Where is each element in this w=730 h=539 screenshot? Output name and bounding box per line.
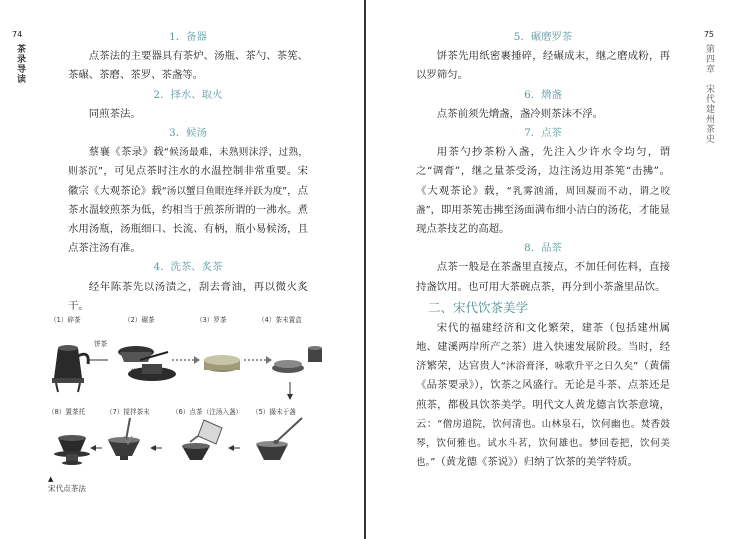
paragraph-6: 点茶前须先熁盏，盏冷则茶沫不浮。 [436,107,604,120]
whisk-bowl-illustration [108,418,140,460]
sieve-illustration [204,355,240,372]
running-head-left: 茶录导读 [15,44,25,84]
paragraph-7-b: ，即用茶筅击拂至汤面满布细小洁白的汤花，才能显现点茶技艺的高超。 [416,203,670,236]
paragraph-aesthetics [416,319,670,473]
section-title-2: 2．择水、取火 [153,88,223,101]
step-label-5: （5）撮末于盏 [252,408,296,416]
paragraph-5: 饼茶先用纸密裹捶碎，经碾成末，继之磨成粉，再以罗筛匀。 [416,50,670,82]
cup-on-stand-illustration [54,435,90,465]
section-title-4: 4．洗茶、炙茶 [153,261,223,274]
right-page [366,0,730,539]
left-body-text [68,28,308,316]
paragraph-aes-a: 宋代的福建经济和文化繁荣，建茶（包括建州属地、建溪两岸所产之茶）进入快速发展阶段。当时，经济繁荣，达官贵人 [416,321,670,373]
paragraph-aes-b: （黄儒《品茶要录》），饮茶之风盛行。无论是斗茶、点茶还是煎茶，都极具饮茶美学。明代文人黄龙德言饮茶意境，云： [416,360,670,430]
figure-caption [48,474,86,494]
step-label-3: （3）罗茶 [196,316,227,324]
step-label-2: （2）碾茶 [124,316,155,324]
step-label-1: （1）碎茶 [50,316,81,324]
quote-pincha-yaolu: “沐浴膏泽，咏歌升平之日久矣” [500,361,639,373]
step-label-8: （8）置茶托 [48,408,86,416]
quote-yaozhan: “乳雾汹涌，周回凝而不动，谓之咬盏” [416,185,670,216]
spoon-bowl-illustration [256,418,302,460]
section-title-5: 5．碾磨罗茶 [513,31,573,43]
section-title-3: 3．候汤 [169,127,207,140]
diancha-process-diagram [44,308,344,508]
diagram-illustrations [44,308,344,478]
tea-box-illustration [272,346,322,373]
paragraph-1: 点茶法的主要器具有茶炉、汤瓶、茶勺、茶筅、茶碾、茶磨、茶罗、茶盏等。 [68,50,308,82]
kettle-illustration [52,345,88,392]
paragraph-3 [68,143,308,258]
paragraph-3-b: ，可见点茶时注水的水温控制非常重要。宋徽宗《大观茶论》载 [68,165,308,197]
quote-cai-xiang: “候汤最难，未熟则沫浮，过熟，则茶沉” [68,147,308,178]
step-label-4: （4）茶末置盒 [258,316,302,324]
paragraph-7 [416,143,670,239]
paragraph-7-a: 用茶勺抄茶粉入盏，先注入少许水令均匀，谓之“调膏”，继之量茶受汤，边注汤边用茶筅“击拂”。《大观茶论》载， [416,146,670,197]
step-label-6: （6）点茶（注汤入盏） [172,408,243,416]
section-title-1: 1．备器 [169,31,207,43]
paragraph-4: 经年陈茶先以汤渍之，刮去膏油，再以微火炙干。 [68,280,308,312]
quote-huang-longde: “僧房道院，饮何清也。山林泉石，饮何幽也。焚香鼓琴，饮何雅也。试水斗茗，饮何雄也。梦回卷把，饮何美也。” [416,418,670,469]
paragraph-aes-c: （黄龙德《茶说》）归纳了饮茶的美学特质。 [435,456,638,469]
quote-daguan: “汤以蟹目鱼眼连绎并跃为度” [161,185,288,197]
chapter-section-heading: 二、宋代饮茶美学 [428,299,529,315]
tool-label-bingcha: 饼茶 [94,340,108,348]
paragraph-3-a: 蔡襄《茶录》载 [88,146,164,159]
running-head-right: 第四章 宋代建州茶史 [704,44,714,144]
paragraph-3-c: ，点茶水温较煎茶为低，约相当于煎茶所谓的一沸水。煮水用汤瓶，汤瓶细口、长流、有柄，瓶小易候汤，且点茶注汤有准。 [68,184,308,255]
section-title-6: 6．熁盏 [524,88,562,101]
page-number-left: 74 [12,30,23,39]
paragraph-8: 点茶一般是在茶盏里直接点，不加任何佐料，直接持盏饮用。也可用大茶碗点茶，再分到小茶盏里品饮。 [416,261,670,293]
step-label-7: （7）搅拌茶末 [106,408,150,416]
left-page [0,0,364,539]
grinder-illustration [118,346,176,381]
section-title-7: 7．点茶 [524,127,562,140]
page-number-right: 75 [703,30,714,39]
pouring-ewer-illustration [182,420,222,460]
caption-marker-icon: ▲ [48,475,54,483]
paragraph-2: 同煎茶法。 [88,107,141,120]
right-body-text [416,28,670,472]
section-title-8: 8．品茶 [524,242,562,255]
caption-text: 宋代点茶法 [48,484,86,493]
